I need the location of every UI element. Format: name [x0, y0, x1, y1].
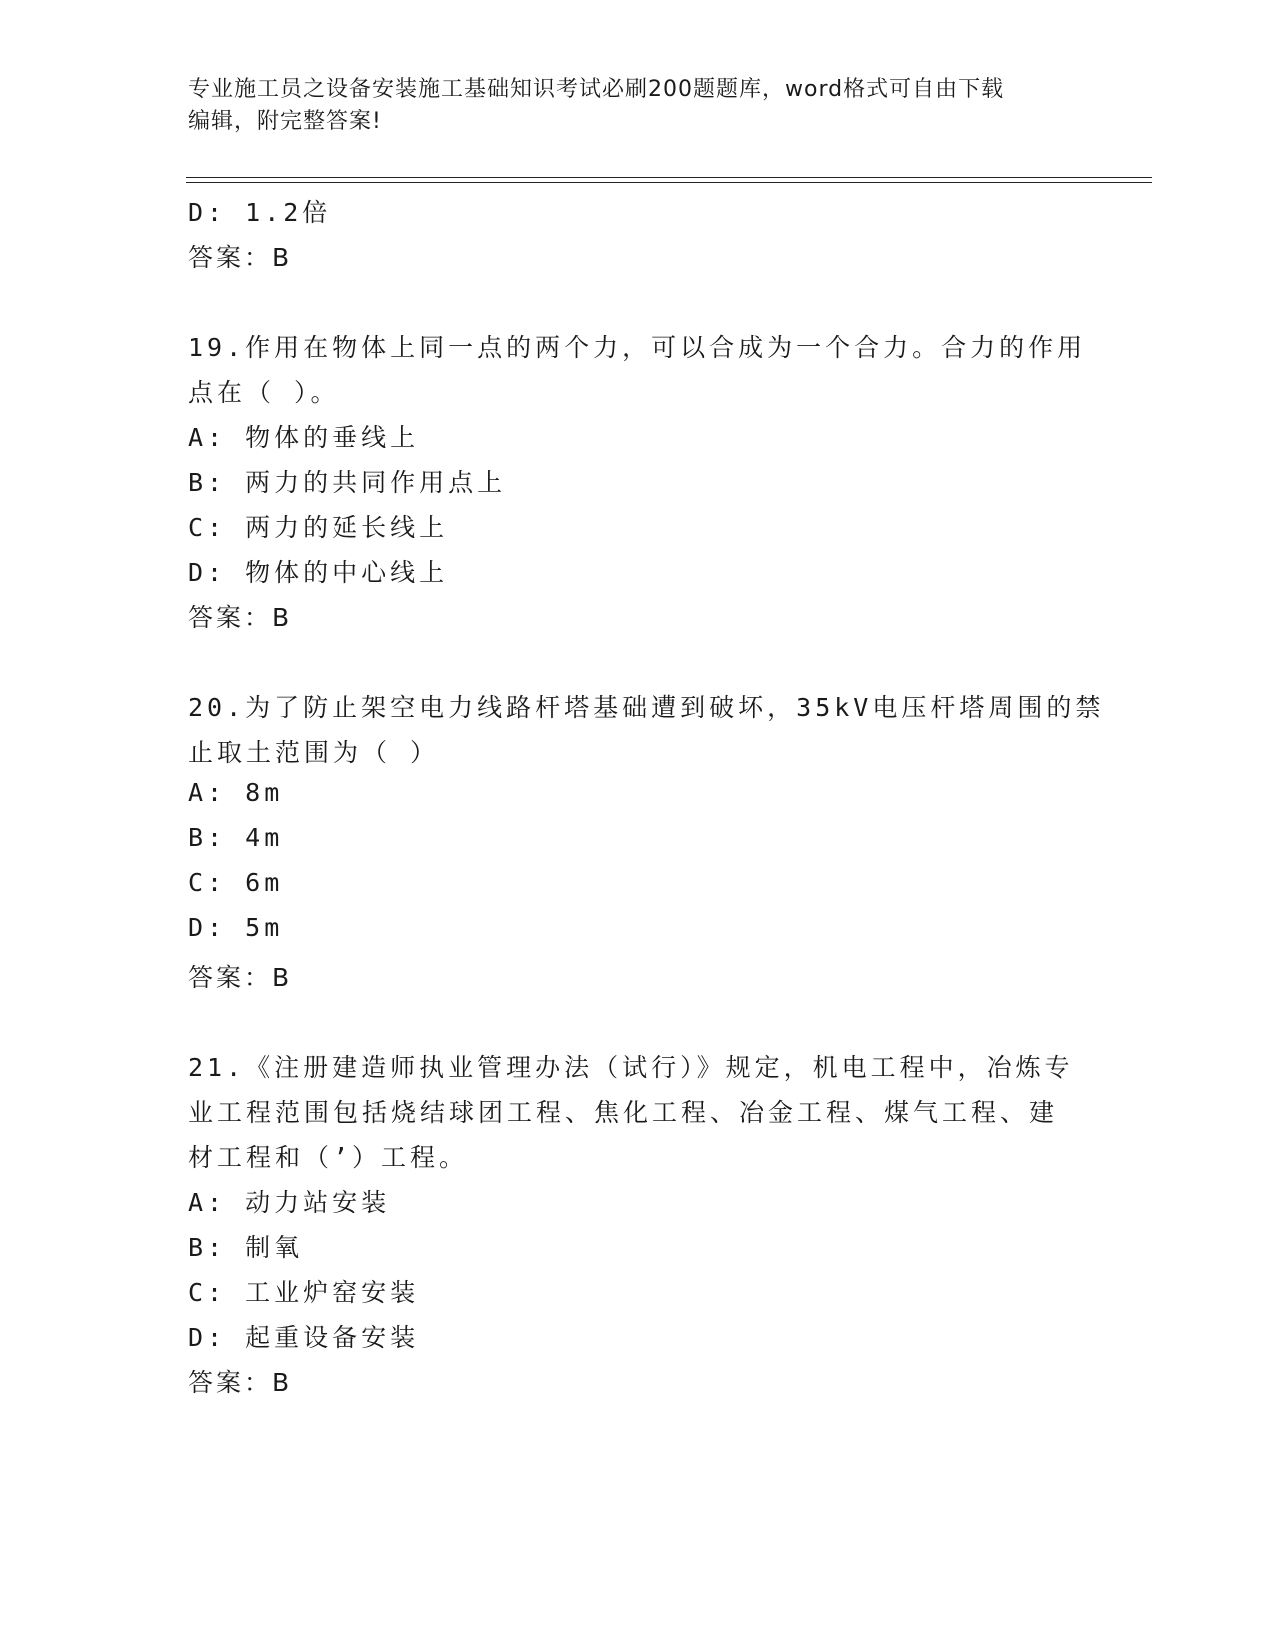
q21-answer — [188, 1363, 289, 1399]
q19-option-d: D: 物体的中心线上 — [188, 558, 449, 587]
q21-stem-line-1: 21.《注册建造师执业管理办法（试行）》规定，机电工程中，冶炼专 — [188, 1053, 1074, 1082]
answer-value: B — [272, 603, 290, 632]
q20-option-d: D: 5m — [188, 913, 284, 942]
q21-option-c: C: 工业炉窑安装 — [188, 1278, 420, 1307]
answer-label: 答案： — [188, 603, 273, 632]
header-divider-top — [186, 177, 1152, 178]
answer-label: 答案： — [188, 1368, 273, 1397]
document-header — [188, 74, 1068, 138]
q19-answer — [188, 598, 289, 634]
q21-stem-line-2: 业工程范围包括烧结球团工程、焦化工程、冶金工程、煤气工程、建 — [188, 1098, 1059, 1127]
q19-option-c: C: 两力的延长线上 — [188, 513, 449, 542]
q19-stem-line-2: 点在（ ）。 — [188, 378, 340, 407]
header-line-2: 编辑，附完整答案! — [188, 109, 382, 134]
prev-option-d: D: 1.2倍 — [188, 198, 332, 227]
prev-answer — [188, 238, 289, 274]
q19-option-a: A: 物体的垂线上 — [188, 423, 420, 452]
q20-option-b: B: 4m — [188, 823, 284, 852]
answer-label: 答案： — [188, 243, 273, 272]
q21-stem-line-3: 材工程和（’）工程。 — [188, 1143, 469, 1172]
header-divider-bottom — [186, 182, 1152, 183]
q20-answer — [188, 958, 289, 994]
q20-option-a: A: 8m — [188, 778, 284, 807]
q19-stem-line-1: 19.作用在物体上同一点的两个力，可以合成为一个合力。合力的作用 — [188, 333, 1087, 362]
q21-option-d: D: 起重设备安装 — [188, 1323, 420, 1352]
answer-label: 答案： — [188, 963, 273, 992]
q20-stem-line-2: 止取土范围为（ ） — [188, 738, 440, 767]
q20-stem-line-1: 20.为了防止架空电力线路杆塔基础遭到破坏，35kV电压杆塔周围的禁 — [188, 693, 1105, 722]
q19-option-b: B: 两力的共同作用点上 — [188, 468, 507, 497]
q20-option-c: C: 6m — [188, 868, 284, 897]
answer-value: B — [272, 1368, 290, 1397]
header-line-1: 专业施工员之设备安装施工基础知识考试必刷200题题库，word格式可自由下载 — [188, 77, 1005, 102]
answer-value: B — [272, 243, 290, 272]
q21-option-b: B: 制氧 — [188, 1233, 304, 1262]
q21-option-a: A: 动力站安装 — [188, 1188, 391, 1217]
answer-value: B — [272, 963, 290, 992]
